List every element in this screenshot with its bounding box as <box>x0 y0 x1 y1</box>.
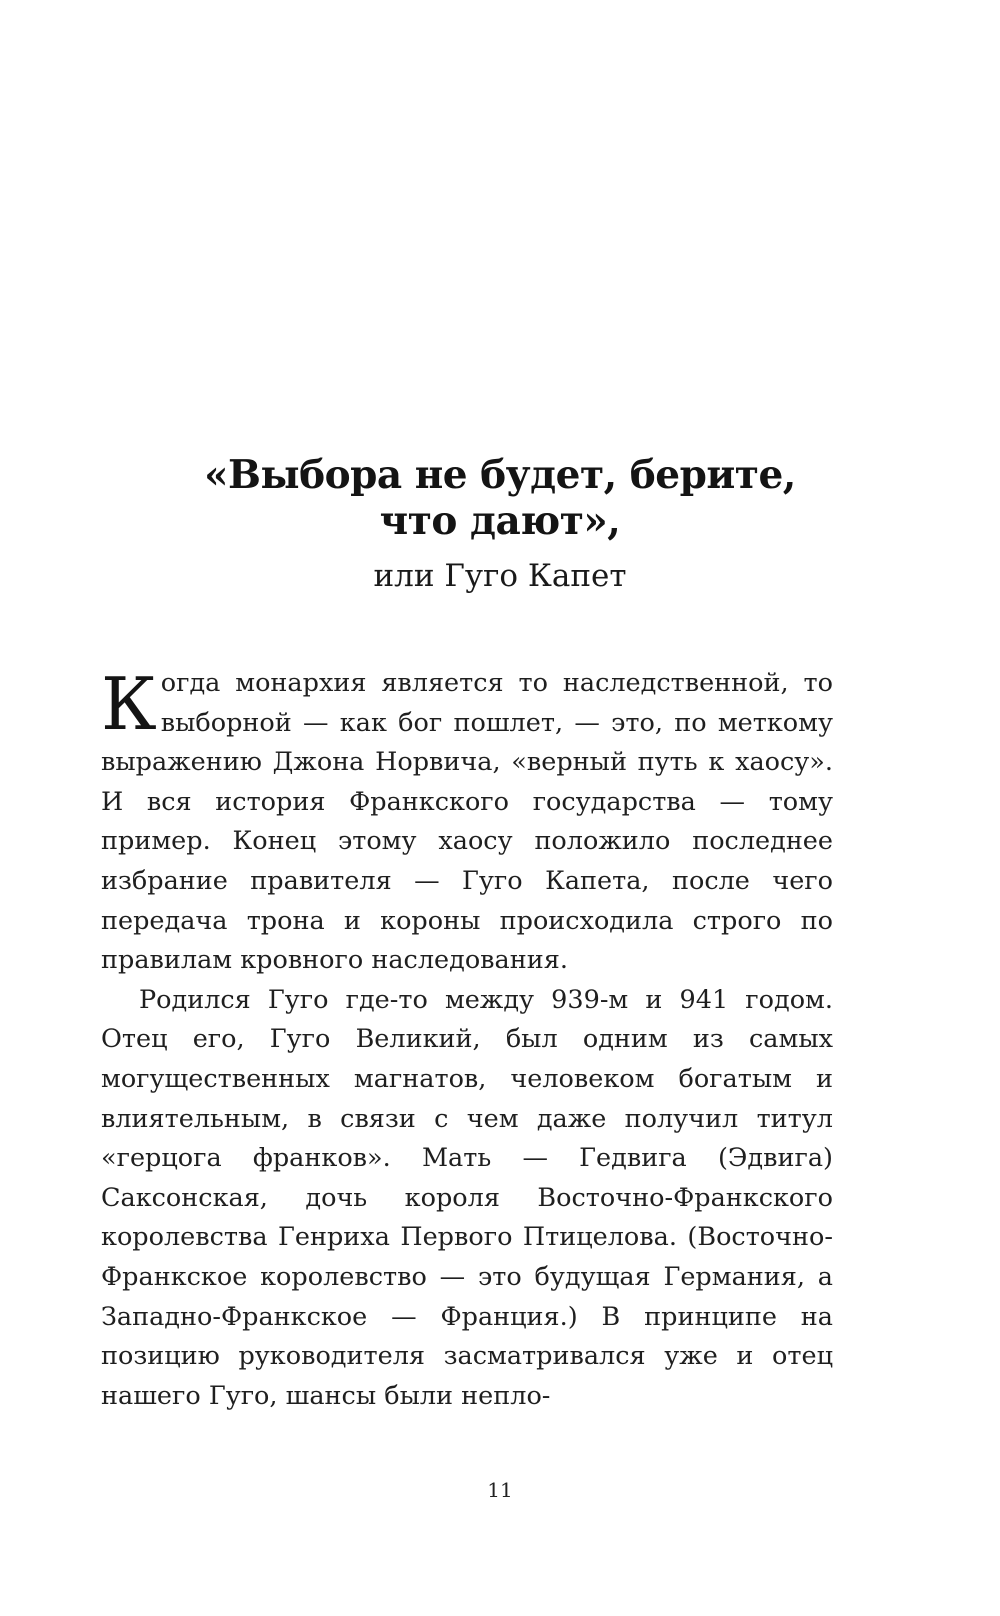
chapter-body <box>101 664 833 1416</box>
drop-cap: К <box>101 662 157 746</box>
page-number: 11 <box>487 1478 513 1502</box>
chapter-title-line-1: «Выбора не будет, берите, <box>204 452 796 498</box>
paragraph-1 <box>101 664 833 981</box>
paragraph-1-text: огда монархия является то наследственной, то выборной — как бог пошлет, — это, по меткому выражению Джона Норвича, «верный путь к хаосу». И вся история Франкского государства — тому пример. Конец этому хаосу положило последнее избрание правителя — Гуго Капета, после чего передача трона и короны происходила строго по правилам кровного наследования. <box>101 668 833 976</box>
chapter-heading <box>0 452 1000 596</box>
paragraph-2: Родился Гуго где-то между 939-м и 941 годом. Отец его, Гуго Великий, был одним из самых могущественных магнатов, человеком богатым и влиятельным, в связи с чем даже получил титул «герцога франков». Мать — Гедвига (Эдвига) Саксонская, дочь короля Восточно-Франкского королевства Генриха Первого Птицелова. (Восточно-Франкское королевство — это будущая Германия, а Западно-Франкское — Франция.) В принципе на позицию руководителя засматривался уже и отец нашего Гуго, шансы были непло- <box>101 984 833 1411</box>
chapter-title-line-2: что дают», <box>379 498 621 544</box>
chapter-subtitle: или Гуго Капет <box>373 558 627 594</box>
